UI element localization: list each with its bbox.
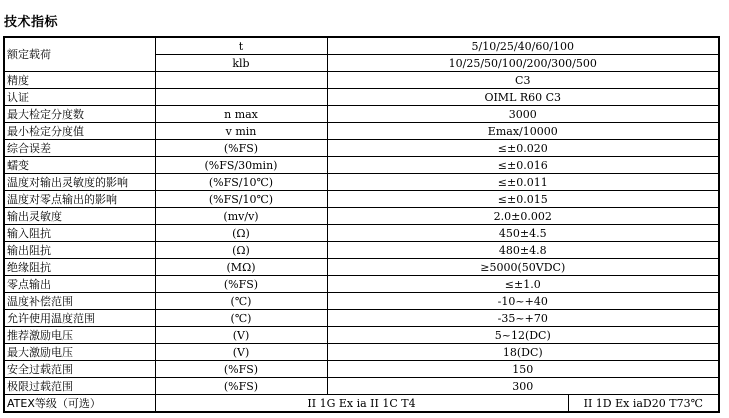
param-unit: (MΩ) xyxy=(155,259,327,276)
param-value: ≤±0.020 xyxy=(327,140,719,157)
param-unit: klb xyxy=(155,55,327,72)
param-name: 允许使用温度范围 xyxy=(4,310,155,327)
param-unit: t xyxy=(155,37,327,55)
atex-gas-value: II 1G Ex ia II 1C T4 xyxy=(155,395,568,413)
param-unit: (V) xyxy=(155,327,327,344)
param-name: 认证 xyxy=(4,89,155,106)
table-row xyxy=(4,140,719,157)
param-unit: n max xyxy=(155,106,327,123)
param-name: 综合误差 xyxy=(4,140,155,157)
table-row xyxy=(4,191,719,208)
param-value: ≤±0.016 xyxy=(327,157,719,174)
param-unit: (℃) xyxy=(155,293,327,310)
table-row xyxy=(4,276,719,293)
param-value: 10/25/50/100/200/300/500 xyxy=(327,55,719,72)
param-unit: (mv/v) xyxy=(155,208,327,225)
table-row xyxy=(4,208,719,225)
table-row xyxy=(4,37,719,55)
param-name: 精度 xyxy=(4,72,155,89)
param-name: 温度补偿范围 xyxy=(4,293,155,310)
param-name: 蠕变 xyxy=(4,157,155,174)
param-value: 150 xyxy=(327,361,719,378)
param-unit: (V) xyxy=(155,344,327,361)
param-name: ATEX等级（可选） xyxy=(4,395,155,413)
param-name: 安全过载范围 xyxy=(4,361,155,378)
table-row xyxy=(4,310,719,327)
param-value: 5/10/25/40/60/100 xyxy=(327,37,719,55)
param-unit: (℃) xyxy=(155,310,327,327)
param-value: 450±4.5 xyxy=(327,225,719,242)
param-value: OIML R60 C3 xyxy=(327,89,719,106)
table-row xyxy=(4,344,719,361)
param-value: 2.0±0.002 xyxy=(327,208,719,225)
param-value: 480±4.8 xyxy=(327,242,719,259)
section-title: 技术指标 xyxy=(4,15,59,30)
param-name: 温度对零点输出的影响 xyxy=(4,191,155,208)
param-unit: (%FS/10℃) xyxy=(155,191,327,208)
param-name: 额定载荷 xyxy=(4,37,155,72)
table-row xyxy=(4,89,719,106)
atex-dust-value: II 1D Ex iaD20 T73℃ xyxy=(568,395,719,413)
param-unit: (%FS) xyxy=(155,140,327,157)
param-unit: (%FS) xyxy=(155,361,327,378)
table-row xyxy=(4,225,719,242)
param-value: C3 xyxy=(327,72,719,89)
table-row xyxy=(4,72,719,89)
param-name: 温度对输出灵敏度的影响 xyxy=(4,174,155,191)
table-row xyxy=(4,293,719,310)
param-value: ≤±0.015 xyxy=(327,191,719,208)
param-name: 最大检定分度数 xyxy=(4,106,155,123)
param-value: ≤±0.011 xyxy=(327,174,719,191)
param-unit: (Ω) xyxy=(155,242,327,259)
param-name: 输出灵敏度 xyxy=(4,208,155,225)
param-unit: (%FS) xyxy=(155,378,327,395)
param-unit: (%FS/10℃) xyxy=(155,174,327,191)
param-value: -10~+40 xyxy=(327,293,719,310)
param-value: 300 xyxy=(327,378,719,395)
table-row xyxy=(4,157,719,174)
param-unit: (%FS/30min) xyxy=(155,157,327,174)
table-row xyxy=(4,378,719,395)
table-row-atex xyxy=(4,395,719,413)
table-row xyxy=(4,106,719,123)
table-row xyxy=(4,327,719,344)
param-value: 3000 xyxy=(327,106,719,123)
table-row xyxy=(4,259,719,276)
param-name: 推荐激励电压 xyxy=(4,327,155,344)
param-unit: v min xyxy=(155,123,327,140)
param-value: 18(DC) xyxy=(327,344,719,361)
spec-table xyxy=(3,36,720,413)
table-row xyxy=(4,361,719,378)
param-name: 最大激励电压 xyxy=(4,344,155,361)
param-value: ≥5000(50VDC) xyxy=(327,259,719,276)
table-row xyxy=(4,242,719,259)
param-unit xyxy=(155,72,327,89)
param-value: Emax/10000 xyxy=(327,123,719,140)
param-value: ≤±1.0 xyxy=(327,276,719,293)
param-name: 输出阻抗 xyxy=(4,242,155,259)
param-name: 极限过载范围 xyxy=(4,378,155,395)
param-name: 绝缘阻抗 xyxy=(4,259,155,276)
param-unit: (Ω) xyxy=(155,225,327,242)
param-unit xyxy=(155,89,327,106)
table-row xyxy=(4,123,719,140)
param-name: 零点输出 xyxy=(4,276,155,293)
param-name: 最小检定分度值 xyxy=(4,123,155,140)
param-unit: (%FS) xyxy=(155,276,327,293)
param-value: -35~+70 xyxy=(327,310,719,327)
param-name: 输入阻抗 xyxy=(4,225,155,242)
table-row xyxy=(4,174,719,191)
param-value: 5~12(DC) xyxy=(327,327,719,344)
